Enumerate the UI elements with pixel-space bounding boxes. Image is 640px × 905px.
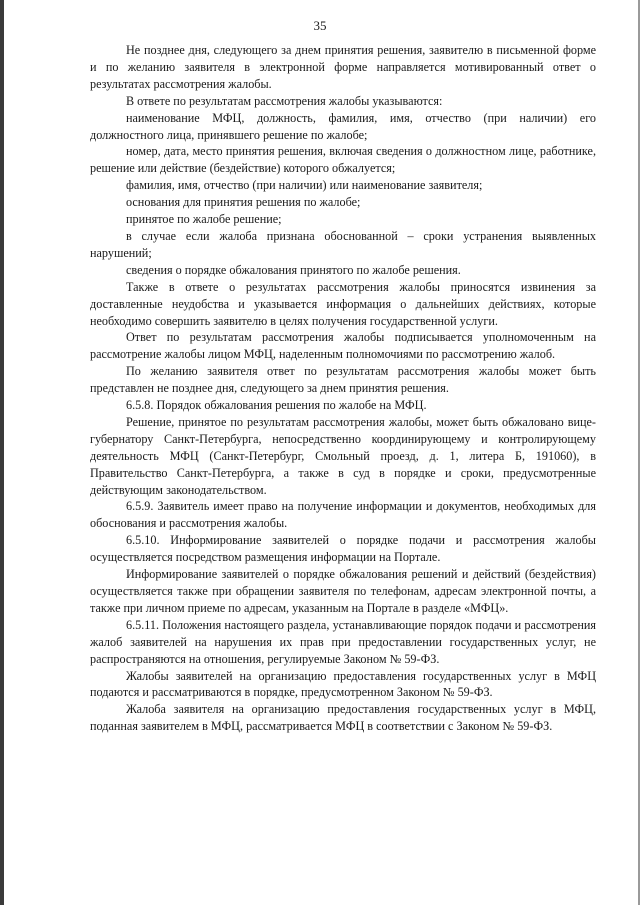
paragraph: сведения о порядке обжалования принятого по жалобе решения. [126,262,461,277]
paragraph: Жалобы заявителей на организацию предоставления государственных услуг в МФЦ подаются и рассматриваются в порядке, предусмотренном Законом № 59-ФЗ. [90,668,596,700]
paragraph: в случае если жалоба признана обоснованной – сроки устранения выявленных нарушений; [90,228,596,260]
paragraph: Решение, принятое по результатам рассмотрения жалобы, может быть обжаловано вице-губернатору Санкт-Петербурга, непосредственно координирующему и контролирующему деятельность МФЦ (Санкт-Петербург, Смольный проезд, д. 1, литера Б, 191060), в Правительство Санкт-Петербурга, а также в суд в порядке и сроки, предусмотренные действующим законодательством. [90,414,596,497]
section-heading: 6.5.8. Порядок обжалования решения по жалобе на МФЦ. [126,398,427,413]
paragraph: По желанию заявителя ответ по результатам рассмотрения жалобы может быть представлен не позднее дня, следующего за днем принятия решения. [90,364,596,396]
paragraph: Информирование заявителей о порядке обжалования решений и действий (бездействия) осуществляется также при обращении заявителя по телефонам, адресам электронной почты, а также при личном приеме по адресам, указанным на Портале в разделе «МФЦ». [90,567,596,615]
paragraph: Не позднее дня, следующего за днем принятия решения, заявителю в письменной форме и по желанию заявителя в электронной форме направляется мотивированный ответ о результатах рассмотрения жалобы. [90,43,596,91]
paragraph: 6.5.10. Информирование заявителей о порядке подачи и рассмотрения жалобы осуществляется посредством размещения информации на Портале. [90,533,596,565]
scan-left-edge [0,0,4,905]
page-number: 35 [313,18,327,33]
paragraph: принятое по жалобе решение; [126,212,282,227]
paragraph: номер, дата, место принятия решения, включая сведения о должностном лице, работнике, решение или действие (бездействие) которого обжалуется; [90,144,596,176]
paragraph: наименование МФЦ, должность, фамилия, имя, отчество (при наличии) его должностного лица, принявшего решение по жалобе; [90,110,596,142]
paragraph: Также в ответе о результатах рассмотрения жалобы приносятся извинения за доставленные неудобства и указывается информация о дальнейших действиях, которые необходимо совершить заявителю в целях получения государственной услуги. [90,279,596,328]
paragraph: 6.5.9. Заявитель имеет право на получение информации и документов, необходимых для обоснования и рассмотрения жалобы. [90,499,596,531]
paragraph: В ответе по результатам рассмотрения жалобы указываются: [126,93,443,108]
document-body [90,42,596,735]
paragraph: основания для принятия решения по жалобе; [126,195,361,210]
paragraph: Ответ по результатам рассмотрения жалобы подписывается уполномоченным на рассмотрение жалобы лицом МФЦ, наделенным полномочиями по рассмотрению жалоб. [90,330,596,362]
paragraph: Жалоба заявителя на организацию предоставления государственных услуг в МФЦ, поданная заявителем в МФЦ, рассматривается МФЦ в соответствии с Законом № 59-ФЗ. [90,702,596,734]
paragraph: фамилия, имя, отчество (при наличии) или наименование заявителя; [126,178,483,193]
paragraph: 6.5.11. Положения настоящего раздела, устанавливающие порядок подачи и рассмотрения жалоб заявителей на нарушения их прав при предоставлении государственных услуг, не распространяются на отношения, регулируемые Законом № 59-ФЗ. [90,617,596,666]
